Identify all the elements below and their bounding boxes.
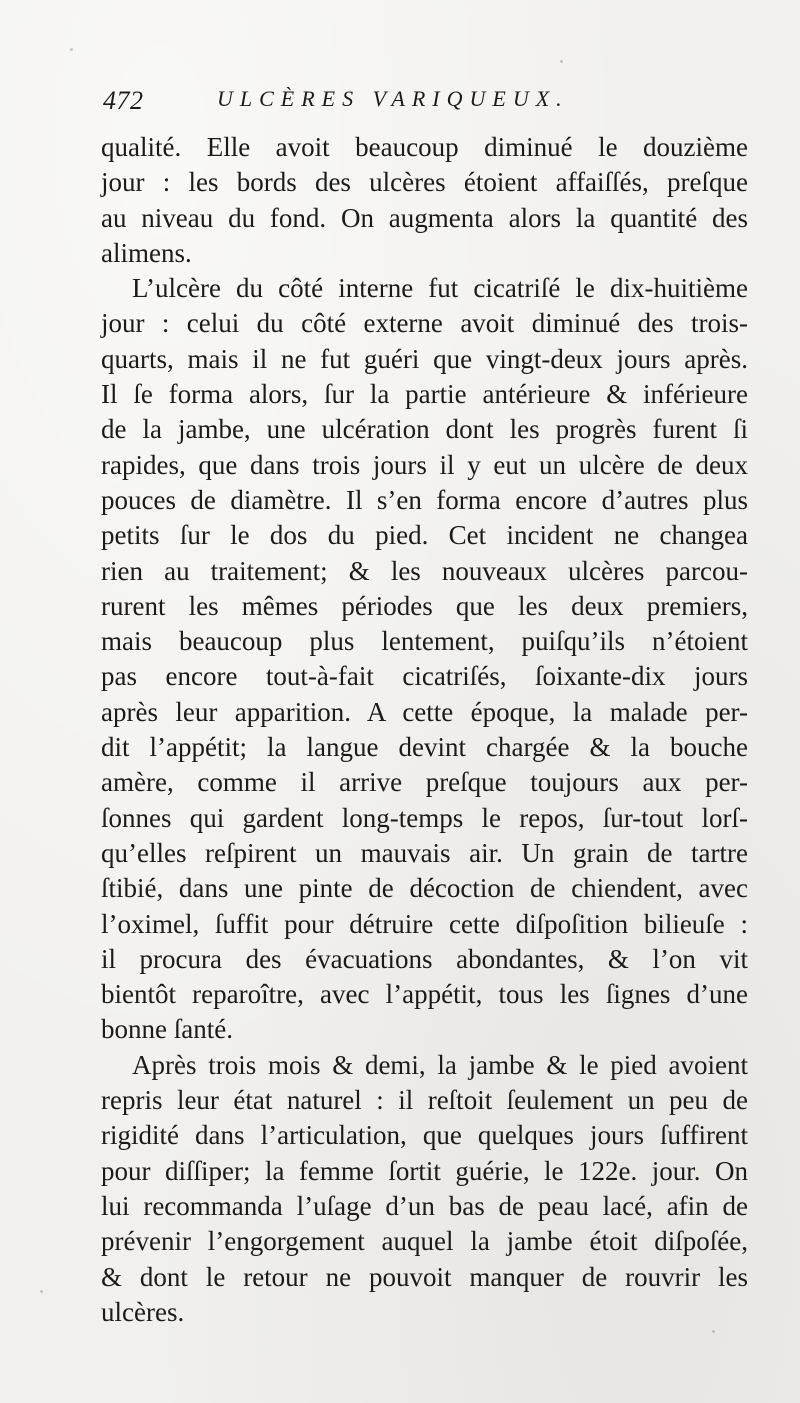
text-line: bientôt reparoître, avec l’appétit, tous les ſignes d’une [101,979,748,1010]
paragraph-3 [101,1048,748,1330]
text-line: repris leur état naturel : il reſtoit ſeulement un peu de [101,1085,748,1116]
text-line: ſonnes qui gardent long-temps le repos, ſur-tout lorſ- [101,802,748,833]
text-line: qualité. Elle avoit beaucoup diminué le douzième [101,132,748,162]
text-line: Il ſe forma alors, ſur la partie antérieure & inférieure [101,379,748,410]
text-line: dit l’appétit; la langue devint chargée & la bouche [101,732,748,763]
text-line: il procura des évacuations abondantes, & l’on vit [101,943,748,974]
paper-speck [560,60,563,63]
text-line: ſtibié, dans une pinte de décoction de chiendent, avec [101,873,748,904]
text-line: pas encore tout-à-fait cicatriſés, ſoixante-dix jours [101,661,748,692]
text-line: l’oximel, ſuffit pour détruire cette diſpoſition bilieuſe : [101,908,748,939]
text-line: rien au traitement; & les nouveaux ulcères parcou- [101,555,748,586]
text-line: pouces de diamètre. Il s’en forma encore d’autres plus [101,484,748,515]
paragraph-2 [101,271,748,1048]
text-line: jour : les bords des ulcères étoient affaiſſés, preſque [101,167,748,198]
page-header [103,84,648,124]
page-number: 472 [103,86,144,115]
text-line: pour diſſiper; la femme ſortit guérie, le 122e. jour. On [101,1155,748,1186]
paragraph-1 [101,130,748,271]
paper-speck [40,1290,43,1293]
text-line: Après trois mois & demi, la jambe & le pied avoient [132,1049,748,1080]
text-line: de la jambe, une ulcération dont les progrès furent ſi [101,414,748,445]
text-line: après leur apparition. A cette époque, la malade per- [101,696,748,727]
text-line: prévenir l’engorgement auquel la jambe étoit diſpoſée, [101,1226,748,1257]
running-title: ULCÈRES VARIQUEUX. [217,86,569,111]
text-line: L’ulcère du côté interne fut cicatriſé le dix-huitième [132,273,748,304]
text-line: jour : celui du côté externe avoit diminué des trois- [101,308,748,339]
text-line: petits ſur le dos du pied. Cet incident ne changea [101,520,748,551]
text-line: lui recommanda l’uſage d’un bas de peau lacé, afin de [101,1190,748,1221]
paper-speck [712,1330,715,1333]
text-line: alimens. [101,237,192,268]
text-line: amère, comme il arrive preſque toujours aux per- [101,767,748,798]
text-line: rurent les mêmes périodes que les deux premiers, [101,590,748,621]
text-line: rapides, que dans trois jours il y eut un ulcère de deux [101,449,748,480]
text-line: ulcères. [101,1296,185,1327]
paper-speck [70,48,73,51]
text-line: rigidité dans l’articulation, que quelques jours ſuffirent [101,1120,748,1151]
text-line: qu’elles reſpirent un mauvais air. Un grain de tartre [101,837,748,868]
body-text [101,130,748,1330]
text-line: bonne ſanté. [101,1014,233,1045]
text-line: quarts, mais il ne fut guéri que vingt-deux jours après. [101,343,748,374]
text-line: & dont le retour ne pouvoit manquer de rouvrir les [101,1261,748,1292]
text-line: au niveau du fond. On augmenta alors la quantité des [101,202,748,233]
text-line: mais beaucoup plus lentement, puiſqu’ils n’étoient [101,626,748,657]
